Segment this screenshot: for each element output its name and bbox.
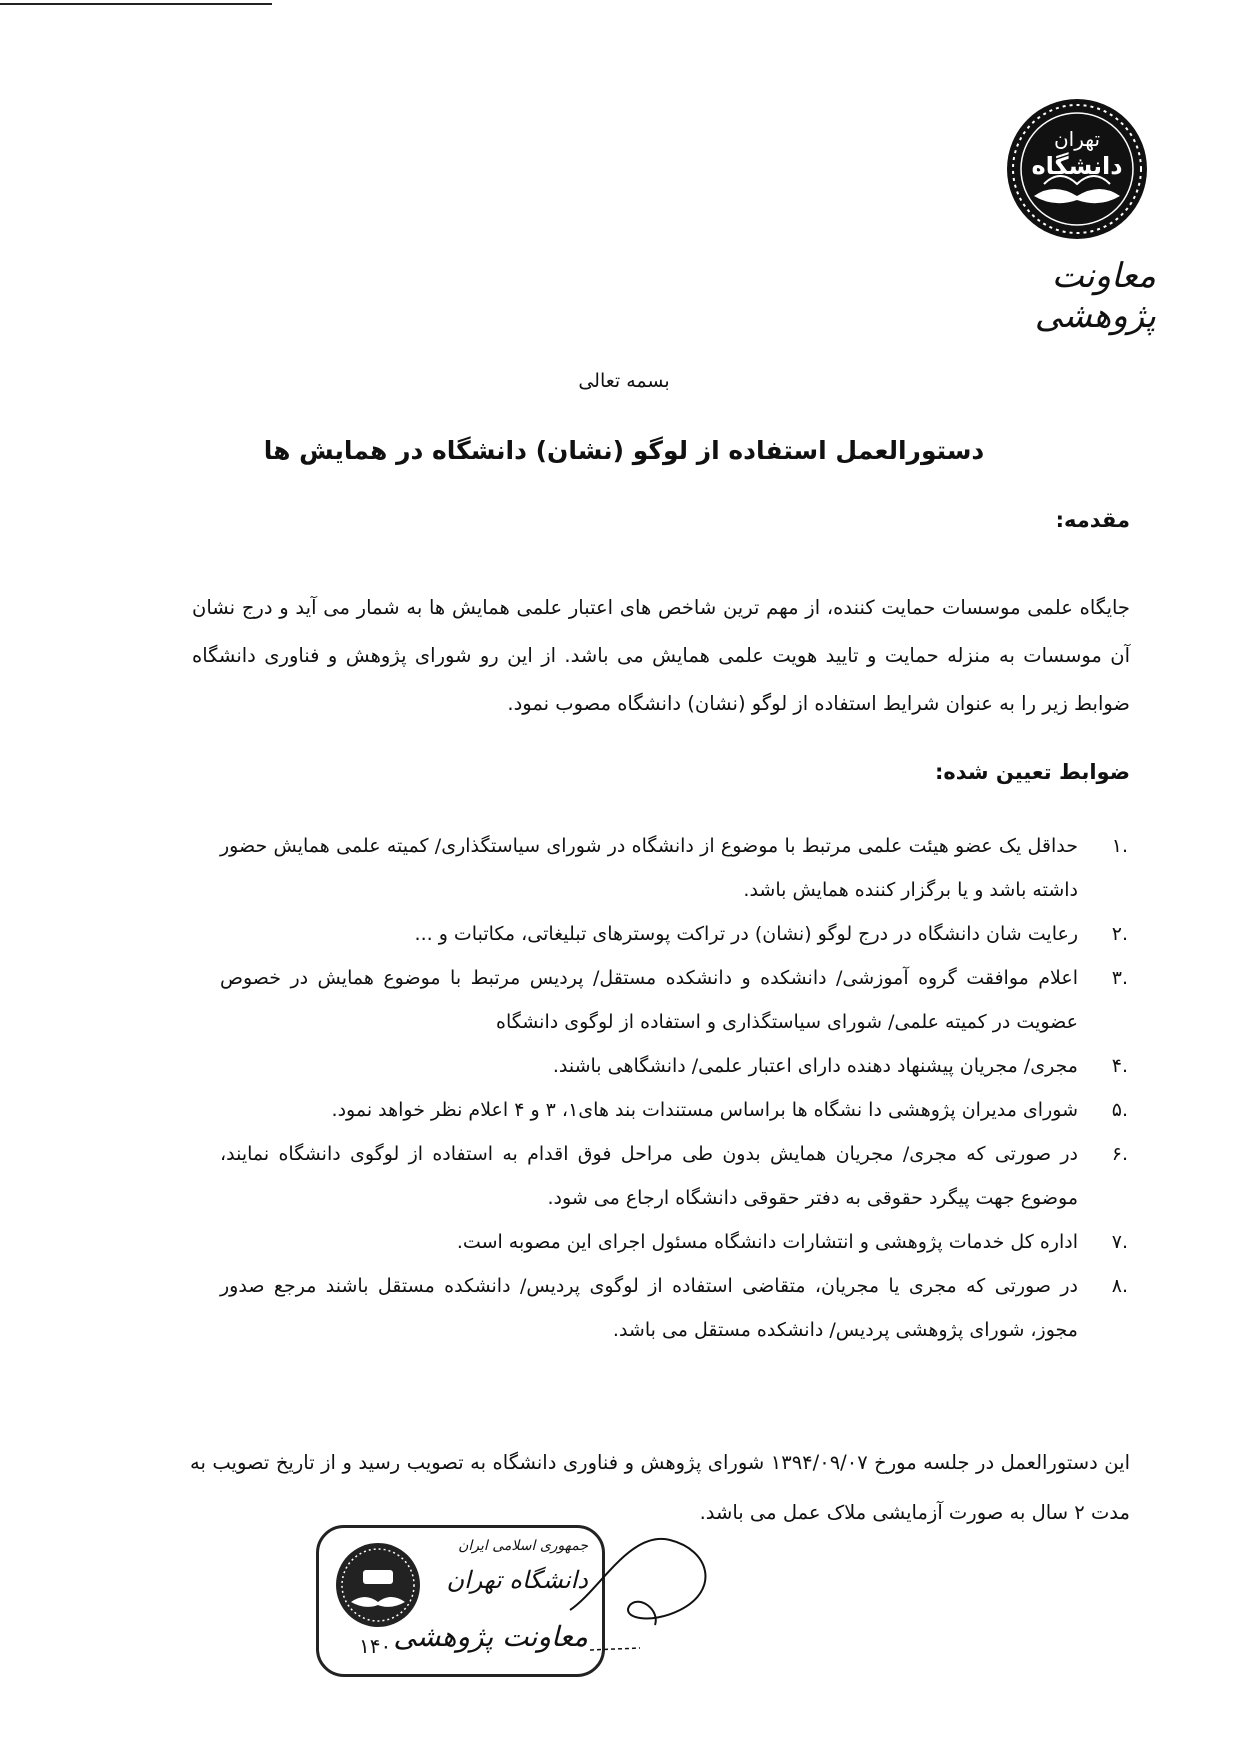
rules-list bbox=[220, 824, 1130, 1352]
rule-number: .۸ bbox=[1111, 1275, 1128, 1297]
basmala: بسمه تعالی bbox=[578, 370, 670, 392]
rule-item bbox=[220, 824, 1130, 912]
rule-text: در صورتی که مجری/ مجریان همایش بدون طی مراحل فوق اقدام به استفاده از لوگوی دانشگاه نمایند، موضوع جهت پیگرد حقوقی به دفتر حقوقی دانشگاه ارجاع می شود. bbox=[220, 1143, 1078, 1209]
university-seal-icon bbox=[1004, 96, 1150, 242]
stamp-university: دانشگاه تهران bbox=[446, 1566, 588, 1594]
rule-item bbox=[220, 1088, 1130, 1132]
svg-text:تهران: تهران bbox=[1053, 127, 1101, 151]
stamp-seal-icon bbox=[333, 1540, 423, 1630]
intro-heading: مقدمه: bbox=[1055, 508, 1130, 532]
rule-number: .۳ bbox=[1111, 967, 1128, 989]
handwritten-signature-icon bbox=[560, 1500, 730, 1660]
rule-number: .۷ bbox=[1111, 1231, 1128, 1253]
rule-item bbox=[220, 1044, 1130, 1088]
intro-paragraph: جایگاه علمی موسسات حمایت کننده، از مهم ترین شاخص های اعتبار علمی همایش ها به شمار می آید و درج نشان آن موسسات به منزله حمایت و تایید هویت علمی همایش می باشد. از این رو شورای پژوهش و فناوری دانشگاه ضوابط زیر را به عنوان شرایط استفاده از لوگو (نشان) دانشگاه مصوب نمود. bbox=[192, 596, 1130, 715]
rule-item bbox=[220, 912, 1130, 956]
document-title: دستورالعمل استفاده از لوگو (نشان) دانشگاه در همایش ها bbox=[263, 436, 985, 465]
rule-text: حداقل یک عضو هیئت علمی مرتبط با موضوع از دانشگاه در شورای سیاستگذاری/ کمیته علمی همایش حضور داشته باشد و یا برگزار کننده همایش باشد. bbox=[220, 835, 1078, 901]
department-signature: معاونت پژوهشی bbox=[1034, 256, 1156, 336]
svg-text:دانشگاه: دانشگاه bbox=[1031, 152, 1123, 180]
rule-text: اداره کل خدمات پژوهشی و انتشارات دانشگاه مسئول اجرای این مصوبه است. bbox=[456, 1231, 1078, 1253]
stamp-country: جمهوری اسلامی ایران bbox=[458, 1538, 588, 1554]
rule-text: مجری/ مجریان پیشنهاد دهنده دارای اعتبار علمی/ دانشگاهی باشند. bbox=[552, 1055, 1078, 1077]
rule-number: .۴ bbox=[1111, 1055, 1128, 1077]
stamp-number: ۱۴۰ bbox=[359, 1634, 392, 1658]
rule-text: اعلام موافقت گروه آموزشی/ دانشکده و دانشکده مستقل/ پردیس مرتبط با موضوع همایش در خصوص عضویت در کمیته علمی/ شورای سیاستگذاری و استفاده از لوگوی دانشگاه bbox=[220, 967, 1078, 1033]
stamp-department: معاونت پژوهشی bbox=[393, 1620, 588, 1653]
rule-text: رعایت شان دانشگاه در درج لوگو (نشان) در تراکت پوسترهای تبلیغاتی، مکاتبات و ... bbox=[414, 923, 1078, 945]
rule-text: شورای مدیران پژوهشی دا نشگاه ها براساس مستندات بند های۱، ۳ و ۴ اعلام نظر خواهد نمود. bbox=[331, 1099, 1078, 1121]
rule-item bbox=[220, 1220, 1130, 1264]
top-rule bbox=[0, 3, 272, 5]
rule-text: در صورتی که مجری یا مجریان، متقاضی استفاده از لوگوی پردیس/ دانشکده مستقل باشند مرجع صدور مجوز، شورای پژوهشی پردیس/ دانشکده مستقل می باشد. bbox=[220, 1275, 1078, 1341]
closing-paragraph: این دستورالعمل در جلسه مورخ ۱۳۹۴/۰۹/۰۷ شورای پژوهش و فناوری دانشگاه به تصویب رسید و از تاریخ تصویب به مدت ۲ سال به صورت آزمایشی ملاک عمل می باشد. bbox=[190, 1451, 1130, 1524]
rule-item bbox=[220, 1132, 1130, 1220]
rule-number: .۲ bbox=[1111, 923, 1128, 945]
rule-number: .۵ bbox=[1111, 1099, 1128, 1121]
rule-item bbox=[220, 1264, 1130, 1352]
rule-number: .۶ bbox=[1111, 1143, 1128, 1165]
rule-number: .۱ bbox=[1111, 835, 1128, 857]
rule-item bbox=[220, 956, 1130, 1044]
rules-heading: ضوابط تعیین شده: bbox=[934, 760, 1130, 784]
